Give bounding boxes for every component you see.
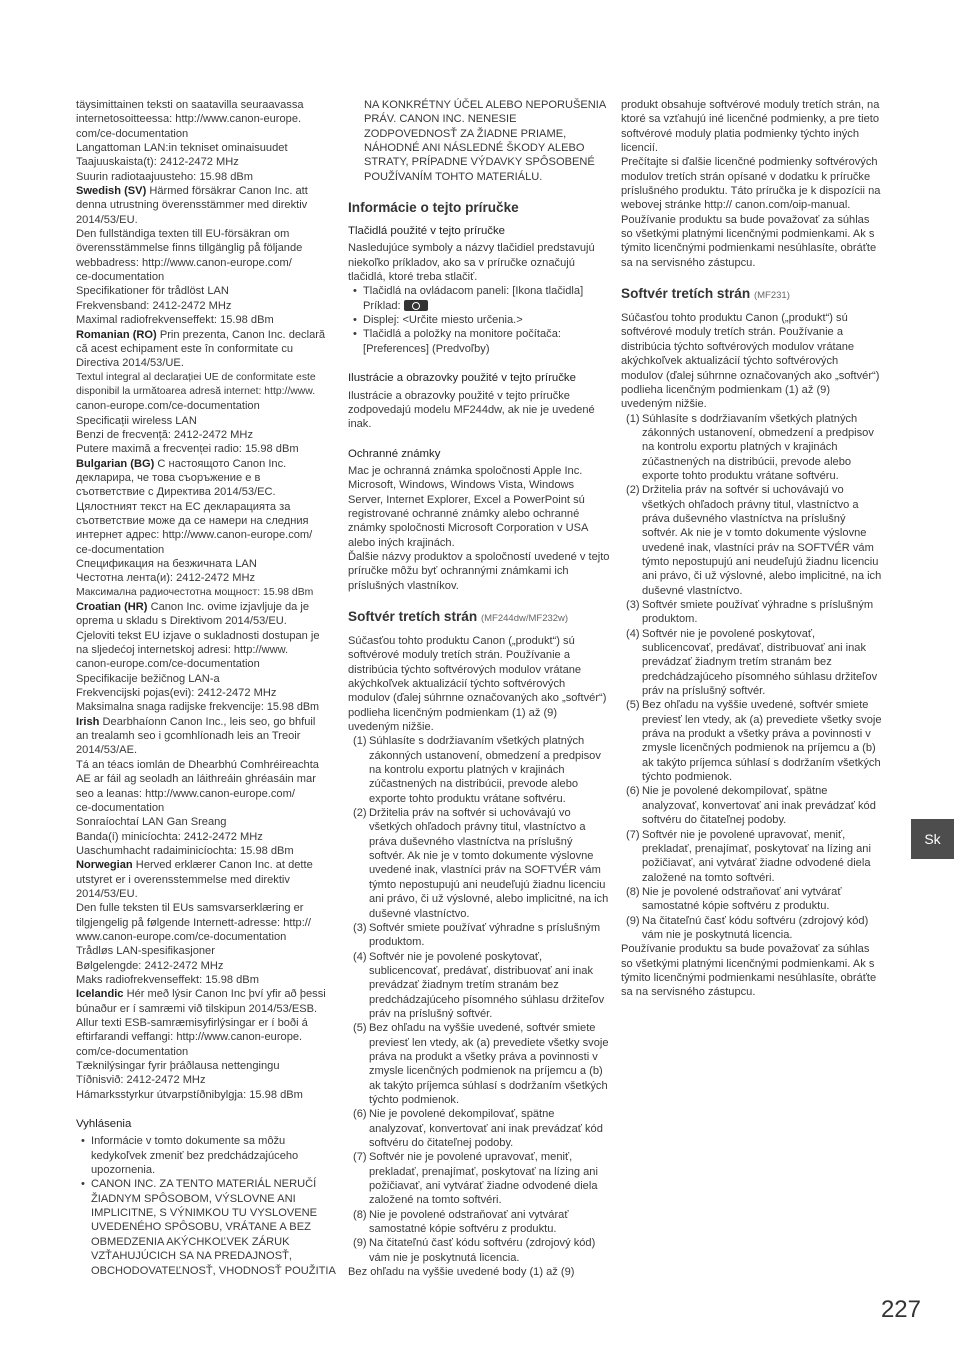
text-line: 2014/53/EU.	[76, 213, 138, 226]
text-line: Suurin radiotaajuusteho: 15.98 dBm	[76, 170, 254, 183]
text-line: www.canon-europe.com/ce-documentation	[76, 930, 287, 943]
item-number: (3)	[626, 599, 640, 611]
text-line: Sonraíochtaí LAN Gan Sreang	[76, 816, 227, 829]
text-line: Tíðnisvið: 2412-2472 MHz	[76, 1074, 206, 1087]
text-line: utstyret er i overensstemmelse med direktiv	[76, 873, 290, 886]
text-line: internetosoitteessa: http://www.canon-europe.	[76, 113, 302, 126]
text-line: Banda(í) minicíochta: 2412-2472 MHz	[76, 830, 263, 843]
buttons-list	[348, 284, 610, 356]
text-line: съответствие с Директива 2014/53/EC.	[76, 486, 276, 499]
item-number: (4)	[353, 950, 367, 963]
item-number: (7)	[626, 828, 640, 841]
item-number: (8)	[353, 1208, 367, 1221]
text-line: Cjeloviti tekst EU izjave o sukladnosti dostupan je	[76, 629, 320, 642]
section-heading: Ochranné známky	[348, 447, 441, 460]
text-line: Цялостният текст на ЕС декларацията за	[76, 500, 291, 513]
paragraph: Mac je ochranná známka spoločnosti Apple Inc. Microsoft, Windows, Windows Vista, Windows Server, Internet Explorer, Excel a PowerPoint sú registrované ochranné známky alebo ochranné známky spoločnosti Microsoft Corporation v USA alebo iných krajinách.	[348, 464, 588, 549]
section-heading: Ilustrácie a obrazovky použité v tejto príručke	[348, 372, 576, 385]
list-item: • CANON INC. ZA TENTO MATERIÁL NERUČÍ ŽIADNYM SPÔSOBOM, VÝSLOVNE ANI IMPLICITNE, S VÝNIMKOU TU VYSLOVENE UVEDENÉHO SPÔSOBU, VRÁTANE A BEZ OBMEDZENIA AKÝCHKOĽVEK ZÁRUK VZŤAHUJÚCICH SA NA PREDAJNOSŤ, OBCHODOVATEĽNOSŤ, VHODNOSŤ POUŽITIA	[91, 1177, 336, 1277]
text-line: Tæknilýsingar fyrir þráðlausa nettengingu	[76, 1060, 280, 1073]
license-terms-list	[348, 734, 610, 1265]
paragraph: Ilustrácie a obrazovky použité v tejto príručke zodpovedajú modelu MF244dw, ak nie je uvedené inak.	[348, 389, 595, 431]
text-line: tilgjengelig på følgende Internett-adresse: http://	[76, 916, 311, 929]
hr-block	[76, 600, 336, 715]
item-text: Nie je povolené odstraňovať ani vytvárať samostatné kópie softvéru z produktu.	[642, 885, 842, 913]
text-line: Den fulle teksten til EUs samsvarserklæring er	[76, 902, 304, 915]
text-line: Specifikacije bežičnog LAN-a	[76, 672, 220, 685]
text-line: съответствие може да се намери на следния	[76, 514, 309, 527]
item-text: Na čitateľnú časť kódu softvéru (zdrojový kód) vám nie je poskytnutá licencia.	[642, 914, 869, 941]
list-item	[348, 734, 610, 806]
item-number: (1)	[626, 412, 640, 425]
item-text: Softvér smiete používať výhradne s príslušným produktom.	[642, 599, 874, 626]
text-line: överensstämmelse finns tillgänglig på följande	[76, 242, 303, 255]
paragraph: Bez ohľadu na vyššie uvedené body (1) až (9)	[348, 1266, 575, 1279]
section-title-text: Softvér tretích strán	[621, 286, 751, 302]
item-text: Softvér nie je povolené poskytovať, sublicencovať, predávať, distribuovať ani inak prevádzať žiadnym tretím stranám bez predchádzajúceho písomného súhlasu držiteľov práv na príslušný softvér.	[369, 950, 605, 1020]
paragraph: Ďalšie názvy produktov a spoločností uvedené v tejto príručke môžu byť ochrannými známkami ich príslušných vlastníkov.	[348, 550, 610, 592]
section-title: Informácie o tejto príručke	[348, 200, 519, 216]
item-number: (6)	[353, 1108, 367, 1121]
language-label: Icelandic	[76, 988, 124, 1001]
list-item: • Informácie v tomto dokumente sa môžu kedykoľvek zmeniť bez predchádzajúceho upozornenia.	[91, 1134, 336, 1177]
list-item	[621, 698, 883, 784]
text-line: com/ce-documentation	[76, 1045, 189, 1058]
list-item	[621, 412, 883, 484]
text-line: Langattoman LAN:in tekniset ominaisuudet	[76, 142, 288, 155]
list-item	[621, 483, 883, 598]
text-line: disponibil la următoarea adresă internet: http://www.	[76, 385, 316, 397]
item-number: (9)	[626, 914, 640, 927]
button-icon	[404, 300, 428, 311]
column-2	[348, 98, 610, 1279]
item-text: Softvér nie je povolené poskytovať, sublicencovať, predávať, distribuovať ani inak prevádzať žiadnym tretím stranám bez predchádzajúceho písomného súhlasu držiteľov práv na príslušný softvér.	[642, 627, 878, 698]
section-heading: Vyhlásenia	[76, 1118, 132, 1131]
item-number: (2)	[353, 807, 367, 820]
text-line: ce-documentation	[76, 543, 165, 556]
item-text: Nie je povolené dekompilovať, spätne analyzovať, konvertovať ani inak prevádzať kód softvéru do čitateľnej podoby.	[642, 785, 876, 827]
text-line: декларира, че това съоръжение е в	[76, 471, 261, 484]
text-line: Härmed försäkrar Canon Inc. att	[146, 185, 308, 198]
paragraph: Nasledujúce symboly a názvy tlačidiel predstavujú niekoľko príkladov, ako sa v príručke označujú tlačidlá, ktoré treba stlačiť.	[348, 242, 595, 284]
item-number: (7)	[353, 1151, 367, 1164]
text-line: Specifikationer för trådlöst LAN	[76, 285, 229, 298]
text-line: Maksimalna snaga radijske frekvencije: 15.98 dBm	[76, 701, 320, 714]
text-line: Prin prezenta, Canon Inc. declară	[156, 328, 326, 341]
text-line: búnaður er í samræmi við tilskipun 2014/53/ESB.	[76, 1002, 318, 1015]
item-text: Softvér smiete používať výhradne s príslušným produktom.	[369, 921, 601, 949]
model-note: (MF231)	[753, 290, 790, 302]
text-line: AE ar fáil ag seoladh an láithreáin ghréasáin mar	[76, 773, 316, 786]
section-title-text: Softvér tretích strán	[348, 608, 478, 624]
item-text: Softvér nie je povolené upravovať, meniť, prekladať, prenajímať, poskytovať na lízing ani požičiavať, ani vytvárať žiadne odvodené diela založené na tomto softvéri.	[369, 1151, 598, 1207]
text-line: na sljedećoj internetskoj adresi: http://www.	[76, 644, 289, 657]
page-number: 227	[880, 1296, 921, 1323]
ga-block	[76, 715, 336, 858]
text-line: Textul integral al declarației UE de conformitate este	[76, 371, 316, 383]
item-number: (5)	[626, 699, 640, 712]
text-line: denna utrustning överensstämmer med direktiv	[76, 199, 308, 212]
text-line: Спецификация на безжичната LAN	[76, 558, 257, 570]
no-block	[76, 858, 336, 987]
text-line: Specificații wireless LAN	[76, 414, 197, 427]
item-number: (8)	[626, 885, 640, 898]
text-line: Trådløs LAN-spesifikasjoner	[76, 945, 215, 958]
section-heading: Tlačidlá použité v tejto príručke	[348, 225, 506, 238]
text-line: 2014/53/EU.	[76, 887, 138, 900]
list-item	[363, 284, 610, 313]
list-item	[348, 921, 610, 950]
text-line: Uaschumhacht radaiminicíochta: 15.98 dBm	[76, 844, 294, 857]
language-label: Bulgarian (BG)	[76, 457, 155, 470]
list-item	[621, 627, 883, 699]
list-item	[621, 784, 883, 827]
column-3	[621, 98, 883, 1000]
text-line: seo a leanas: http://www.canon-europe.com/	[76, 787, 295, 800]
text-line: С настоящото Canon Inc.	[154, 457, 287, 470]
item-number: (3)	[353, 921, 367, 934]
text-line: интернет адрес: http://www.canon-europe.com/	[76, 529, 313, 542]
list-item	[348, 1150, 610, 1207]
language-label: Irish	[76, 715, 100, 728]
section-title	[621, 285, 883, 304]
language-tab: Sk	[911, 819, 954, 859]
list-item	[348, 1021, 610, 1107]
text-line: Честотна лента(и): 2412-2472 MHz	[76, 572, 256, 585]
language-label: Swedish (SV)	[76, 185, 147, 198]
text-line: Maximal radiofrekvenseffekt: 15.98 dBm	[76, 314, 274, 327]
text-line: Den fullständiga texten till EU-försäkran om	[76, 228, 290, 241]
item-text: Bez ohľadu na vyššie uvedené, softvér smiete previesť len vtedy, ak (a) prevediete všetky svoje práva na produkt a všetky práva a povinnosti v zmysle licenčných podmienok na príjemcu a (b) ak takýto príjemca súhlasí s dodržaním všetkých týchto podmienok.	[642, 699, 882, 784]
list-item	[621, 914, 883, 943]
text-line: ce-documentation	[76, 271, 165, 284]
text-line: Hámarksstyrkur útvarpstíðnibylgja: 15.98 dBm	[76, 1088, 303, 1101]
text-line: Максимална радиочестотна мощност: 15.98 dBm	[76, 586, 314, 598]
list-item	[621, 598, 883, 627]
text-line: Herved erklærer Canon Inc. at dette	[132, 859, 313, 872]
paragraph: produkt obsahuje softvérové moduly tretích strán, na ktoré sa vzťahujú iné licenčné podmienky, a pre tieto softvérové moduly platia podmienky týchto iných licencií.	[621, 99, 880, 155]
list-item	[348, 1208, 610, 1237]
text-line: canon-europe.com/ce-documentation	[76, 400, 260, 413]
list-item: • Tlačidlá a položky na monitore počítača: [Preferences] (Predvoľby)	[363, 327, 610, 356]
language-label: Romanian (RO)	[76, 328, 157, 341]
text-line: Bølgelengde: 2412-2472 MHz	[76, 959, 224, 972]
bg-block	[76, 457, 336, 600]
list-item: • Displej: <Určite miesto určenia.>	[363, 313, 610, 327]
text-line: an trealamh seo i gcomhlíonadh leis an Treoir	[76, 730, 301, 743]
text-line: Allur texti ESB-samræmisyfirlýsingar er í boði á	[76, 1017, 308, 1029]
list-item-text: Tlačidlá na ovládacom paneli: [Ikona tlačidla]	[363, 285, 584, 298]
is-block	[76, 987, 336, 1102]
item-number: (2)	[626, 484, 640, 497]
item-number: (6)	[626, 785, 640, 798]
language-label: Croatian (HR)	[76, 601, 148, 614]
item-text: Na čitateľnú časť kódu softvéru (zdrojový kód) vám nie je poskytnutá licencia.	[369, 1237, 596, 1264]
text-line: eftirfarandi veffangi: http://www.canon-europe.	[76, 1031, 303, 1044]
paragraph: Používanie produktu sa bude považovať za súhlas so všetkými platnými licenčnými podmienkami. Ak s týmito licenčnými podmienkami nesúhlasíte, obráťte sa na servisného zástupcu.	[621, 943, 877, 999]
paragraph: Súčasťou tohto produktu Canon („produkt“) sú softvérové moduly tretích strán. Používanie a distribúcia týchto softvérových modulov vrátane akýchkoľvek aktualizácií týchto softvérových modulov (ďalej súhrnne označovaných ako „softvér“) podlieha licenčným podmienkam (1) až (9) uvedeným nižšie.	[348, 634, 607, 734]
continued-text: NA KONKRÉTNY ÚČEL ALEBO NEPORUŠENIA PRÁV. CANON INC. NENESIE ZODPOVEDNOSŤ ZA ŽIADNE PRIAME, NÁHODNÉ ANI NÁSLEDNÉ ŠKODY ALEBO STRATY, PRÍPADNE VÝDAVKY SPÔSOBENÉ POUŽÍVANÍM TOHTO MATERIÁLU.	[364, 99, 606, 183]
text-line: Tá an téacs iomlán de Dhearbhú Comhréireachta	[76, 758, 319, 771]
paragraph: Prečítajte si ďalšie licenčné podmienky softvérových modulov tretích strán opísané v dodatku k príručke príslušného produktu. Táto príručka je k dispozícii na webovej stránke http:// canon.com/oip-manual.	[621, 156, 881, 212]
text-line: 2014/53/AE.	[76, 744, 138, 757]
list-item	[348, 950, 610, 1022]
model-note: (MF244dw/MF232w)	[480, 612, 569, 624]
list-item	[348, 806, 610, 921]
text-line: ce-documentation	[76, 801, 165, 814]
text-line: Frekvencijski pojas(evi): 2412-2472 MHz	[76, 687, 277, 700]
column-1	[76, 98, 336, 1278]
item-number: (5)	[353, 1022, 367, 1035]
text-line: Maks radiofrekvenseffekt: 15.98 dBm	[76, 973, 259, 986]
item-number: (1)	[353, 735, 367, 748]
paragraph: Súčasťou tohto produktu Canon („produkt“) sú softvérové moduly tretích strán. Používanie a distribúcia týchto softvérových modulov vrátane akýchkoľvek aktualizácií týchto softvérových modulov (ďalej súhrnne označovaných ako „softvér“) podlieha licenčným podmienkam (1) až (9) uvedeným nižšie.	[621, 312, 880, 411]
fi-block	[76, 98, 336, 184]
text-line: canon-europe.com/ce-documentation	[76, 658, 260, 671]
text-line: oprema u skladu s Direktivom 2014/53/EU.	[76, 615, 287, 628]
ro-block	[76, 328, 336, 457]
text-line: täysimittainen teksti on saatavilla seuraavassa	[76, 99, 304, 111]
list-item	[621, 885, 883, 914]
item-text: Softvér nie je povolené upravovať, meniť, prekladať, prenajímať, poskytovať na lízing ani požičiavať, ani vytvárať žiadne odvodené diela založené na tomto softvéri.	[642, 828, 871, 884]
text-line: com/ce-documentation	[76, 127, 189, 140]
list-item	[348, 1107, 610, 1150]
paragraph: Používanie produktu sa bude považovať za súhlas so všetkými platnými licenčnými podmienkami. Ak s týmito licenčnými podmienkami nesúhlasíte, obráťte sa na servisného zástupcu.	[621, 213, 877, 269]
text-line: webbadress: http://www.canon-europe.com/	[76, 256, 292, 269]
item-text: Nie je povolené dekompilovať, spätne analyzovať, konvertovať ani inak prevádzať kód softvéru do čitateľnej podoby.	[369, 1108, 603, 1149]
item-text: Nie je povolené odstraňovať ani vytvárať samostatné kópie softvéru z produktu.	[369, 1208, 569, 1236]
text-line: Benzi de frecvență: 2412-2472 MHz	[76, 428, 253, 441]
section-title	[348, 608, 610, 627]
text-line: Hér með lýsir Canon Inc því yfir að þessi	[123, 988, 326, 1001]
item-text: Držitelia práv na softvér si uchovávajú vo všetkých ohľadoch právny titul, vlastníctvo a práva duševného vlastníctva na príslušný softvér. Ak nie je v tomto dokumente výslovne uvedené inak, vlastníci práv na SOFTVÉR vám týmto nepostupujú ani neudeľujú žiadnu licenciu ani právo, či už výslovné, alebo implicitné, na ich duševné vlastníctvo.	[642, 484, 882, 597]
example-label: Príklad:	[363, 299, 404, 312]
list-item	[621, 828, 883, 885]
language-label: Norwegian	[76, 859, 133, 872]
item-text: Súhlasíte s dodržiavaním všetkých platných zákonných ustanovení, obmedzení a predpisov na kontrolu exportu platných v krajinách zúčastnených na distribúcii, prevode alebo exporte tohto produktu vrátane softvéru.	[369, 735, 601, 805]
text-line: Frekvensband: 2412-2472 MHz	[76, 299, 232, 312]
text-line: Dearbhaíonn Canon Inc., leis seo, go bhfuil	[99, 715, 316, 728]
item-text: Držitelia práv na softvér si uchovávajú vo všetkých ohľadoch právny titul, vlastníctvo a práva duševného vlastníctva na príslušný softvér. Ak nie je v tomto dokumente výslovne uvedené inak, vlastníci práv na SOFTVÉR vám týmto nepostupujú ani neudeľujú žiadnu licenciu ani právo, či už výslovné, alebo implicitné, na ich duševné vlastníctvo.	[369, 807, 609, 920]
sv-block	[76, 184, 336, 327]
license-terms-list	[621, 412, 883, 943]
list-item	[348, 1236, 610, 1265]
item-number: (9)	[353, 1237, 367, 1250]
item-text: Súhlasíte s dodržiavaním všetkých platných zákonných ustanovení, obmedzení a predpisov na kontrolu exportu platných v krajinách zúčastnených na distribúcii, prevode alebo exporte tohto produktu vrátane softvéru.	[642, 412, 874, 482]
text-line: Putere maximă a frecvenței radio: 15.98 dBm	[76, 443, 299, 456]
text-line: Taajuuskaista(t): 2412-2472 MHz	[76, 156, 239, 169]
disclaimer-list	[76, 1134, 336, 1277]
text-line: Directiva 2014/53/UE.	[76, 357, 184, 370]
item-number: (4)	[626, 627, 640, 640]
text-line: Canon Inc. ovime izjavljuje da je	[147, 601, 310, 614]
text-line: că acest echipament este în conformitate cu	[76, 342, 294, 355]
item-text: Bez ohľadu na vyššie uvedené, softvér smiete previesť len vtedy, ak (a) prevediete všetky svoje práva na produkt a všetky práva a povinnosti v zmysle licenčných podmienok na príjemcu a (b) ak takýto príjemca súhlasí s dodržaním všetkých týchto podmienok.	[369, 1022, 609, 1106]
